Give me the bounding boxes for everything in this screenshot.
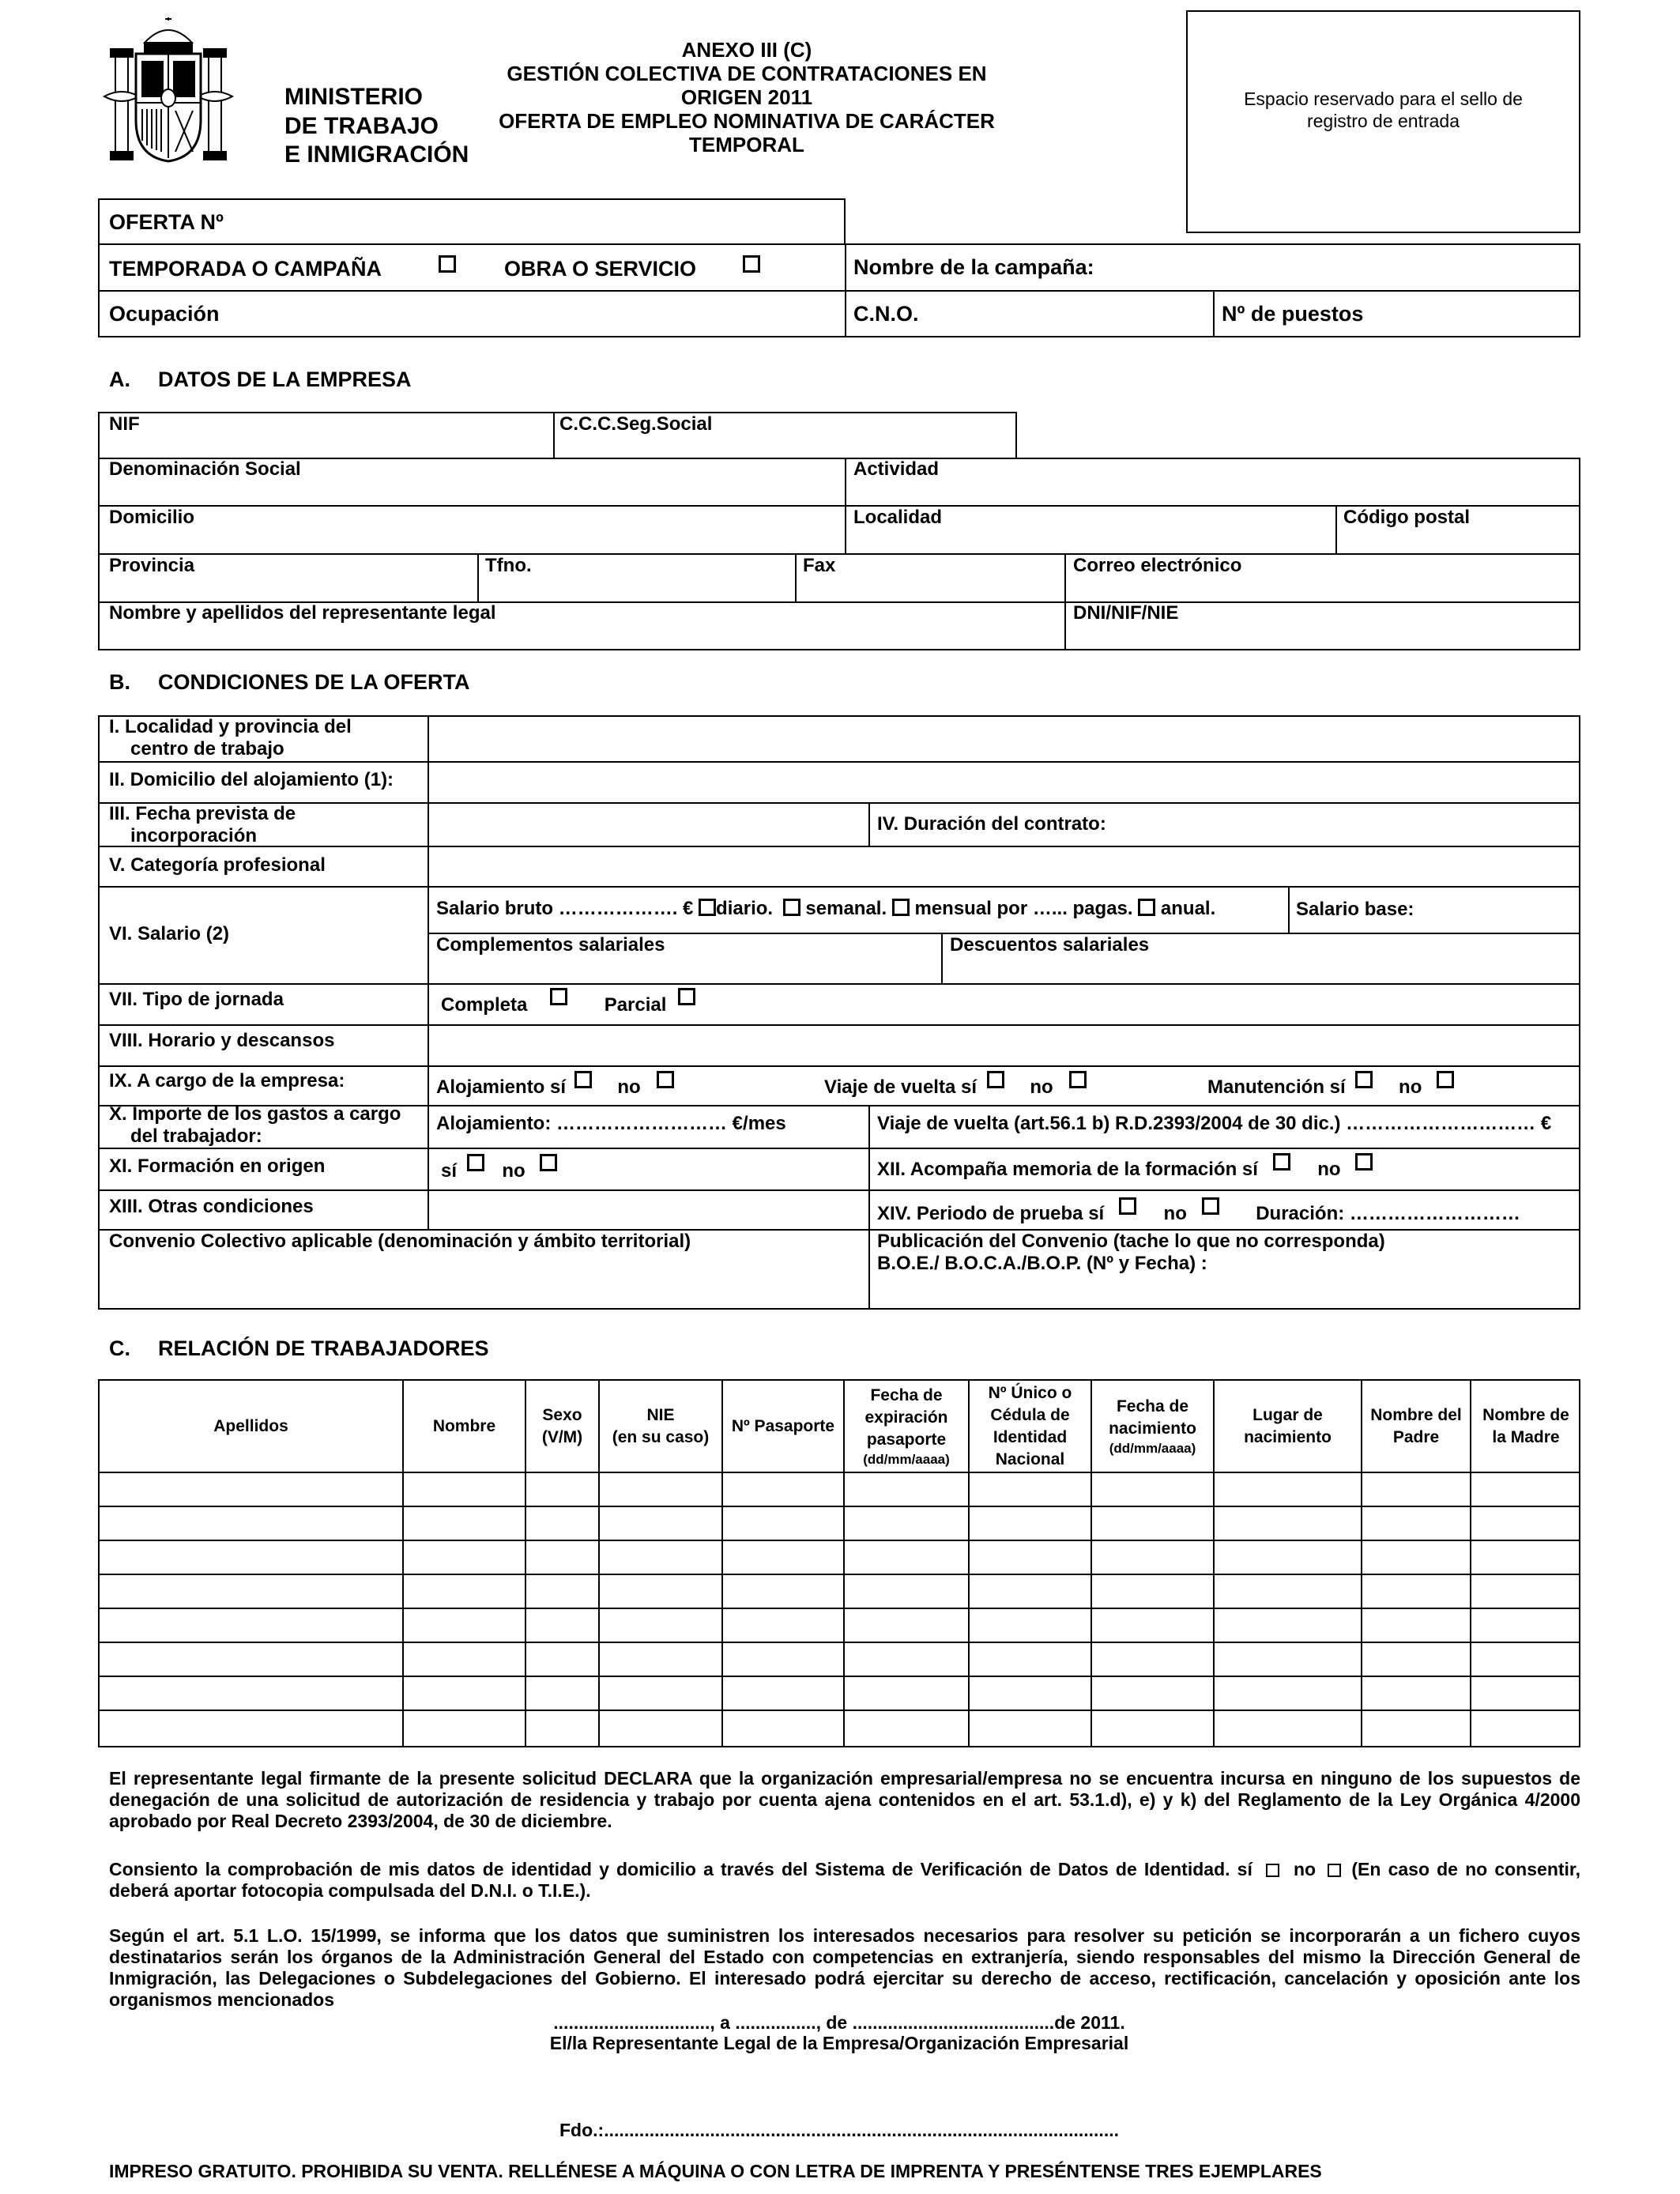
lodging-option: Alojamiento sí no <box>436 1076 674 1099</box>
table-row <box>98 1710 1580 1711</box>
privacy-notice: Según el art. 5.1 L.O. 15/1999, se informa que los datos que suministren los interesados necesarios para resolver su petición se incorporarán a un fichero cuyos destinatarios serán los órganos de la Administración General del Estado con competencias en extranjería, siendo responsables del mismo la Dirección General de Inmigración, las Delegaciones o Subdelegaciones del Gobierno. El interesado podrá ejercitar su derecho de acceso, rectificación, cancelación y oposición ante los organismos mencionados <box>109 1925 1580 2010</box>
part-time-checkbox[interactable] <box>678 988 695 1005</box>
return-amount: Viaje de vuelta (art.56.1 b) R.D.2393/2004 de 30 dic.) ………………………… € <box>877 1113 1552 1134</box>
activity-label: Actividad <box>853 458 940 480</box>
lodging-no-checkbox[interactable] <box>657 1071 674 1088</box>
table-row <box>98 1574 1580 1575</box>
return-no-checkbox[interactable] <box>1069 1071 1087 1088</box>
lodging-yes-checkbox[interactable] <box>574 1071 592 1088</box>
col-birth-date: Fecha de nacimiento (dd/mm/aaaa) <box>1109 1397 1196 1456</box>
col-national-id: Nº Único o Cédula de Identidad Nacional <box>988 1383 1072 1468</box>
table-row <box>98 1608 1580 1609</box>
training-memo-option: XII. Acompaña memoria de la formación sí no <box>877 1159 1373 1181</box>
ministry-line-1: MINISTERIO <box>284 84 424 110</box>
work-location-label: I. Localidad y provincia del centro de trabajo <box>109 716 352 760</box>
base-salary-label: Salario base: <box>1296 899 1414 920</box>
address-label: Domicilio <box>109 507 195 528</box>
section-c-title: RELACIÓN DE TRABAJADORES <box>158 1336 489 1360</box>
consent-yes-checkbox[interactable] <box>1266 1864 1279 1877</box>
agreement-publication-label: Publicación del Convenio (tache lo que no corresponda) B.O.E./ B.O.C.A./B.O.P. (Nº y Fecha) : <box>877 1231 1385 1274</box>
phone-label: Tfno. <box>485 555 532 576</box>
annex-title: ANEXO III (C) <box>681 38 812 62</box>
trial-no-checkbox[interactable] <box>1202 1197 1219 1215</box>
cno-label: C.N.O. <box>853 302 919 326</box>
email-label: Correo electrónico <box>1073 555 1242 576</box>
annual-checkbox[interactable] <box>1138 899 1155 916</box>
work-label: OBRA O SERVICIO <box>504 257 697 281</box>
nif-row <box>98 412 1017 459</box>
other-conditions-label: XIII. Otras condiciones <box>109 1196 314 1217</box>
employer-paid-label: IX. A cargo de la empresa: <box>109 1070 345 1091</box>
training-yes-checkbox[interactable] <box>467 1154 484 1171</box>
start-date-label: III. Fecha prevista de incorporación <box>109 803 296 846</box>
stamp-note: Espacio reservado para el sello de registro de entrada <box>1244 89 1523 131</box>
table-row <box>98 1506 1580 1507</box>
title-line-2: OFERTA DE EMPLEO NOMINATIVA DE CARÁCTER TEMPORAL <box>499 109 995 156</box>
meals-yes-checkbox[interactable] <box>1355 1071 1373 1088</box>
nif-label: NIF <box>109 413 140 435</box>
col-mother-name: Nombre de la Madre <box>1482 1405 1569 1446</box>
province-label: Provincia <box>109 555 195 576</box>
col-surname: Apellidos <box>213 1416 288 1435</box>
signer-role: El/la Representante Legal de la Empresa/Organización Empresarial <box>549 2033 1129 2053</box>
table-row <box>98 1642 1580 1643</box>
collective-agreement-label: Convenio Colectivo aplicable (denominación y ámbito territorial) <box>109 1231 691 1252</box>
trial-yes-checkbox[interactable] <box>1119 1197 1136 1215</box>
daily-checkbox[interactable] <box>699 899 716 916</box>
section-a-letter: A. <box>109 368 130 391</box>
fax-label: Fax <box>803 555 836 576</box>
campaign-label: Nombre de la campaña: <box>853 255 1094 279</box>
consent-no-checkbox[interactable] <box>1328 1864 1341 1877</box>
supplements-label: Complementos salariales <box>436 934 665 956</box>
training-no-checkbox[interactable] <box>540 1154 557 1171</box>
ministry-line-2: DE TRABAJO <box>284 113 439 139</box>
contract-duration-label: IV. Duración del contrato: <box>877 813 1106 835</box>
worker-expenses-label: X. Importe de los gastos a cargo del trabajador: <box>109 1103 401 1147</box>
table-row <box>98 1676 1580 1677</box>
weekly-checkbox[interactable] <box>783 899 800 916</box>
workday-type-label: VII. Tipo de jornada <box>109 989 284 1010</box>
salary-options: Salario bruto ………………. € diario. semanal. mensual por …... pagas. anual. <box>436 898 1216 919</box>
category-label: V. Categoría profesional <box>109 854 326 876</box>
section-b-title: CONDICIONES DE LA OFERTA <box>158 670 470 694</box>
trial-period-option: XIV. Periodo de prueba sí no Duración: ……………………… <box>877 1203 1520 1225</box>
meals-no-checkbox[interactable] <box>1437 1071 1454 1088</box>
table-row <box>98 1540 1580 1541</box>
identity-consent: Consiento la comprobación de mis datos de identidad y domicilio a través del Sistema de Verificación de Datos de Identidad. sí no (En caso de no consentir, deberá aportar fotocopia compulsada del D.N.I. o T.I.E.). <box>109 1859 1580 1901</box>
form-title-block <box>474 38 1019 156</box>
registry-stamp-box <box>1186 10 1580 233</box>
col-nie: NIE (en su caso) <box>612 1405 710 1446</box>
lodging-amount: Alojamiento: ……………………… €/mes <box>436 1113 786 1134</box>
full-time-checkbox[interactable] <box>550 988 567 1005</box>
col-passport: Nº Pasaporte <box>731 1416 835 1435</box>
col-name: Nombre <box>432 1416 496 1435</box>
return-yes-checkbox[interactable] <box>987 1071 1004 1088</box>
monthly-checkbox[interactable] <box>892 899 910 916</box>
ccc-label: C.C.C.Seg.Social <box>559 413 713 435</box>
declaration-text: El representante legal firmante de la presente solicitud DECLARA que la organización empresarial/empresa no se encuentra incursa en ninguno de los supuestos de denegación de una solicitud de autorización de residencia y trabajo por cuenta ajena contenidos en el art. 53.1.d), e) y k) del Reglamento de la Ley Orgánica 4/2000 aprobado por Real Decreto 2393/2004, de 30 de diciembre. <box>109 1768 1580 1831</box>
col-passport-expiry: Fecha de expiración pasaporte (dd/mm/aaaa) <box>863 1385 950 1467</box>
col-father-name: Nombre del Padre <box>1370 1405 1462 1446</box>
lodging-address-label: II. Domicilio del alojamiento (1): <box>109 769 394 790</box>
season-label: TEMPORADA O CAMPAÑA <box>109 257 382 281</box>
section-c-letter: C. <box>109 1336 130 1360</box>
return-trip-option: Viaje de vuelta sí no <box>824 1076 1087 1099</box>
dni-label: DNI/NIF/NIE <box>1073 602 1179 624</box>
memo-no-checkbox[interactable] <box>1355 1153 1373 1171</box>
workday-type-options: Completa Parcial <box>441 994 695 1016</box>
date-line: ..............................., a ................, de ........................................de 2011. <box>553 2012 1125 2033</box>
signature-line: Fdo.:...................................................................................................... <box>559 2120 1119 2140</box>
season-checkbox[interactable] <box>439 254 456 273</box>
town-label: Localidad <box>853 507 943 528</box>
company-name-label: Denominación Social <box>109 458 301 480</box>
training-options: sí no <box>441 1160 557 1182</box>
deductions-label: Descuentos salariales <box>950 934 1150 956</box>
memo-yes-checkbox[interactable] <box>1273 1153 1290 1171</box>
title-line-1: GESTIÓN COLECTIVA DE CONTRATACIONES EN ORIGEN 2011 <box>507 62 987 109</box>
training-label: XI. Formación en origen <box>109 1155 326 1177</box>
postcode-label: Código postal <box>1343 507 1470 528</box>
ministry-line-3: E INMIGRACIÓN <box>284 141 469 168</box>
work-checkbox[interactable] <box>743 254 760 273</box>
legal-rep-label: Nombre y apellidos del representante legal <box>109 602 496 624</box>
col-sex: Sexo (V/M) <box>541 1405 583 1446</box>
posts-label: Nº de puestos <box>1222 302 1364 326</box>
col-birth-place: Lugar de nacimiento <box>1244 1405 1332 1446</box>
schedule-label: VIII. Horario y descansos <box>109 1030 335 1051</box>
coat-of-arms-logo <box>101 17 235 166</box>
offer-number-label: OFERTA Nº <box>109 210 224 234</box>
section-b-letter: B. <box>109 670 130 694</box>
salary-label: VI. Salario (2) <box>109 923 230 944</box>
occupation-label: Ocupación <box>109 302 220 326</box>
section-a-title: DATOS DE LA EMPRESA <box>158 368 412 391</box>
footer-note: IMPRESO GRATUITO. PROHIBIDA SU VENTA. RELLÉNESE A MÁQUINA O CON LETRA DE IMPRENTA Y PRESÉNTENSE TRES EJEMPLARES <box>109 2161 1322 2181</box>
meals-option: Manutención sí no <box>1207 1076 1454 1099</box>
